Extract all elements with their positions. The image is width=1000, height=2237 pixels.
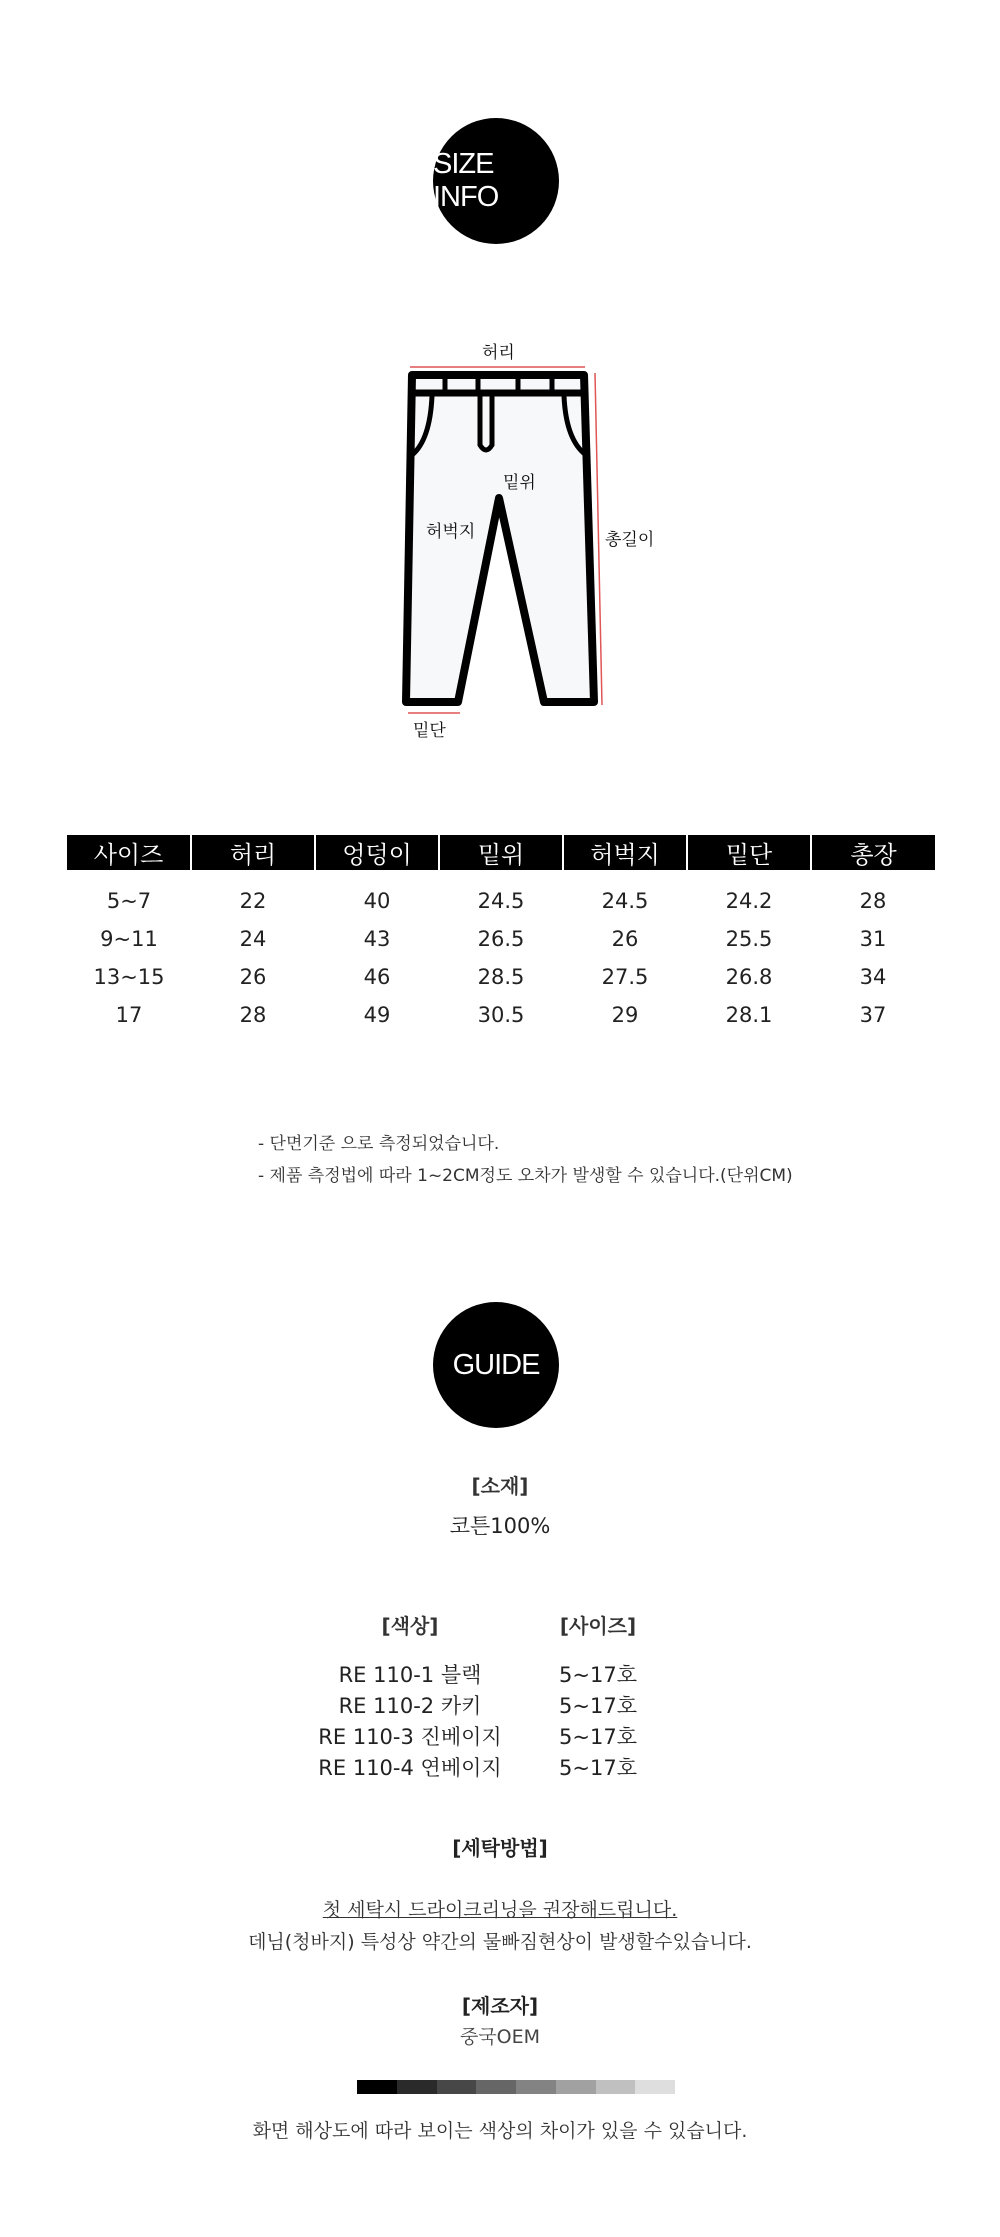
size-table-header-row <box>67 835 935 870</box>
table-cell: 27.5 <box>601 965 649 989</box>
swatch <box>596 2080 636 2094</box>
table-cell: 28.1 <box>725 1003 773 1027</box>
label-thigh: 허벅지 <box>426 522 476 542</box>
label-total-length: 총길이 <box>605 530 655 550</box>
maker-value: 중국OEM <box>459 2026 541 2048</box>
pants-measurement-diagram <box>380 330 680 750</box>
guide-badge <box>433 1302 559 1428</box>
table-cell: 17 <box>115 1003 143 1027</box>
note-line: - 제품 측정법에 따라 1~2CM정도 오차가 발생할 수 있습니다.(단위CM) <box>258 1166 793 1186</box>
table-cell: 9~11 <box>100 927 158 951</box>
color-item: RE 110-4 연베이지 <box>318 1756 502 1780</box>
table-cell: 5~7 <box>106 889 152 913</box>
table-cell: 28 <box>859 889 887 913</box>
note-line: - 단면기준 으로 측정되었습니다. <box>258 1134 500 1154</box>
swatch <box>357 2080 397 2094</box>
header-total-length: 총장 <box>811 835 935 870</box>
swatch <box>437 2080 477 2094</box>
color-item: RE 110-1 블랙 <box>338 1663 482 1687</box>
header-waist: 허리 <box>191 835 315 870</box>
label-waist: 허리 <box>482 343 515 363</box>
header-rise: 밑위 <box>439 835 563 870</box>
header-thigh: 허벅지 <box>563 835 687 870</box>
maker-title: [제조자] <box>461 1994 539 2018</box>
table-cell: 28.5 <box>477 965 525 989</box>
swatch <box>556 2080 596 2094</box>
table-cell: 24.5 <box>477 889 525 913</box>
wash-caution: 데님(청바지) 특성상 약간의 물빠짐현상이 발생할수있습니다. <box>248 1931 752 1953</box>
wash-instruction: 첫 세탁시 드라이크리닝을 권장해드립니다. <box>322 1899 678 1921</box>
table-cell: 34 <box>859 965 887 989</box>
table-row <box>67 920 935 958</box>
table-cell: 46 <box>363 965 391 989</box>
material-title: [소재] <box>471 1474 529 1498</box>
wash-title: [세탁방법] <box>452 1836 548 1860</box>
header-hem: 밑단 <box>687 835 811 870</box>
header-hip: 엉덩이 <box>315 835 439 870</box>
table-row <box>67 958 935 996</box>
table-cell: 26 <box>611 927 639 951</box>
swatch <box>476 2080 516 2094</box>
size-item: 5~17호 <box>559 1663 637 1687</box>
table-cell: 49 <box>363 1003 391 1027</box>
label-rise: 밑위 <box>503 473 536 493</box>
header-size: 사이즈 <box>67 835 191 870</box>
measurement-notes <box>258 1128 793 1192</box>
table-cell: 25.5 <box>725 927 773 951</box>
table-cell: 24 <box>239 927 267 951</box>
color-disclaimer: 화면 해상도에 따라 보이는 색상의 차이가 있을 수 있습니다. <box>252 2120 748 2142</box>
size-item: 5~17호 <box>559 1694 637 1718</box>
table-cell: 26.8 <box>725 965 773 989</box>
size-item: 5~17호 <box>559 1725 637 1749</box>
color-title: [색상] <box>381 1614 439 1638</box>
size-title: [사이즈] <box>559 1614 637 1638</box>
table-cell: 30.5 <box>477 1003 525 1027</box>
color-list <box>300 1610 520 1784</box>
material-value: 코튼100% <box>449 1514 551 1538</box>
table-cell: 22 <box>239 889 267 913</box>
size-list <box>548 1610 648 1784</box>
size-table <box>67 835 935 1034</box>
table-cell: 24.5 <box>601 889 649 913</box>
swatch <box>516 2080 556 2094</box>
size-info-badge-label: SIZE INFO <box>433 148 499 213</box>
color-item: RE 110-2 카키 <box>338 1694 482 1718</box>
table-cell: 29 <box>611 1003 639 1027</box>
table-cell: 37 <box>859 1003 887 1027</box>
size-info-badge <box>433 118 559 244</box>
table-cell: 24.2 <box>725 889 773 913</box>
label-hem: 밑단 <box>413 721 446 741</box>
table-cell: 43 <box>363 927 391 951</box>
table-cell: 31 <box>859 927 887 951</box>
table-cell: 40 <box>363 889 391 913</box>
table-row <box>67 996 935 1034</box>
table-cell: 26 <box>239 965 267 989</box>
table-cell: 13~15 <box>93 965 165 989</box>
table-cell: 26.5 <box>477 927 525 951</box>
swatch <box>397 2080 437 2094</box>
size-item: 5~17호 <box>559 1756 637 1780</box>
guide-badge-label: GUIDE <box>452 1348 540 1381</box>
swatch <box>635 2080 675 2094</box>
table-row <box>67 870 935 920</box>
gray-swatch-bar <box>357 2080 675 2094</box>
color-item: RE 110-3 진베이지 <box>318 1725 502 1749</box>
table-cell: 28 <box>239 1003 267 1027</box>
